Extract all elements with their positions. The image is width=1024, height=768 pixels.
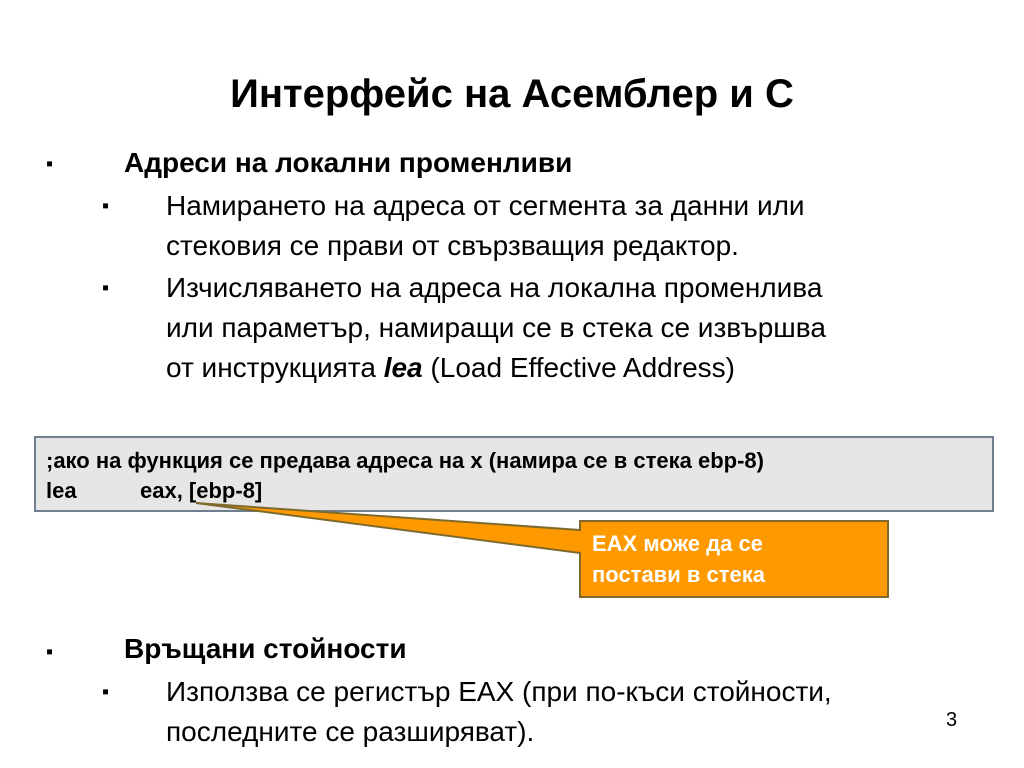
text-run: (Load Effective Address) <box>422 352 735 383</box>
section-heading-local-addresses: Адреси на локални променливи <box>124 147 573 178</box>
section-heading-return-values: Връщани стойности <box>124 633 407 664</box>
bullet-item-line: Изчисляването на адреса на локална променлива <box>166 272 823 303</box>
bullet-item-line: стековия се прави от свързващия редактор. <box>166 230 739 261</box>
sub-bullet-icon: ▪ <box>102 277 110 299</box>
lea-keyword: lea <box>383 352 423 383</box>
text-run: от инструкцията <box>166 352 384 383</box>
bullet-item-line: последните се разширяват). <box>166 716 535 747</box>
bullet-item-line: Намирането на адреса от сегмента за данни или <box>166 190 805 221</box>
bullet-item-eax-register <box>166 672 986 752</box>
callout-line: EAX може да се <box>592 531 763 556</box>
bullet-item-line: Използва се регистър EAX (при по-къси стойности, <box>166 676 832 707</box>
callout-text <box>592 528 882 590</box>
bullet-icon: ▪ <box>46 153 54 175</box>
slide-title: Интерфейс на Асемблер и С <box>230 72 794 116</box>
code-operands: eax, [ebp-8] <box>140 478 263 503</box>
sub-bullet-icon: ▪ <box>102 681 110 703</box>
page-number: 3 <box>946 709 958 731</box>
bullet-icon: ▪ <box>46 641 54 663</box>
callout-line: постави в стека <box>592 562 765 587</box>
code-comment: ;ако на функция се предава адреса на x (намира се в стека ebp-8) <box>46 448 764 473</box>
code-mnemonic: lea <box>46 478 77 503</box>
bullet-item-line: или параметър, намиращи се в стека се извършва <box>166 312 826 343</box>
sub-bullet-icon: ▪ <box>102 195 110 217</box>
